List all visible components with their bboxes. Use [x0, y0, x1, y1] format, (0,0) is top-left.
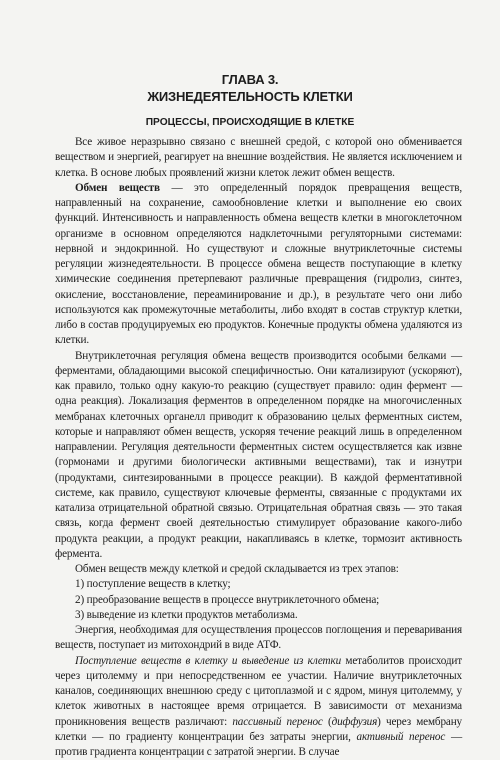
- term-active-transport: активный перенос: [357, 731, 446, 743]
- list-item: 2) преобразование веществ в процессе внутриклеточного обмена;: [55, 593, 462, 608]
- paragraph-4: Обмен веществ между клеткой и средой складывается из трех этапов:: [55, 562, 462, 577]
- paragraph-6: [55, 654, 462, 760]
- list-item: 1) поступление веществ в клетку;: [55, 577, 462, 592]
- term-diffusion: диффузия: [332, 716, 378, 728]
- stages-list: [55, 577, 462, 623]
- chapter-name: ЖИЗНЕДЕЯТЕЛЬНОСТЬ КЛЕТКИ: [0, 88, 500, 105]
- list-item: 3) выведение из клетки продуктов метаболизма.: [55, 608, 462, 623]
- body-text: [55, 135, 462, 760]
- term-metabolism: Обмен веществ: [75, 182, 160, 194]
- term-transport: Поступление веществ в клетку и выведение из клетки: [75, 655, 341, 667]
- paragraph-6-text-a: метаболитов происходит через цитолемму и при непосредственном ее участии. Наличие внутриклеточных каналов, соединяющих внешнюю среду с цитоплазмой и с ядром, минуя цитолемму, у клеток животных в настоящее время отрицается. В зависимости от механизма проникновения веществ различают:: [55, 655, 462, 728]
- term-passive-transport: пассивный перенос: [232, 716, 322, 728]
- paragraph-5: Энергия, необходимая для осуществления процессов поглощения и переваривания веществ, поступает из митохондрий в виде АТФ.: [55, 623, 462, 654]
- paragraph-6-text-b: (: [323, 716, 332, 728]
- paragraph-3: Внутриклеточная регуляция обмена веществ производится особыми белками — ферментами, обладающими высокой специфичностью. Они катализируют (ускоряют), как правило, только одну какую-то реакцию (существует правило: один фермент — одна реакция). Локализация ферментов в определенном порядке на многочисленных мембранах клеточных органелл приводит к образованию целых ферментных систем, которые и направляют обмен веществ, ускоряя течение реакций лишь в определенном направлении. Регуляция деятельности ферментных систем осуществляется как извне (гормонами и другими биологически активными веществами), так и изнутри (продуктами, синтезированными в процессе реакции). В каждой ферментативной системе, как правило, существуют ключевые ферменты, связанные с продуктами их катализа отрицательной обратной связью. Отрицательная обратная связь — это такая связь, когда фермент своей деятельностью стимулирует образование какого-либо продукта реакции, а продукт реакции, накапливаясь в клетке, тормозит активность фермента.: [55, 349, 462, 563]
- section-title: ПРОЦЕССЫ, ПРОИСХОДЯЩИЕ В КЛЕТКЕ: [0, 116, 500, 129]
- chapter-title: [0, 71, 500, 105]
- chapter-number: ГЛАВА 3.: [0, 71, 500, 88]
- paragraph-2-text: — это определенный порядок превращения веществ, направленный на сохранение, самообновление клетки и выполнение ею своих функций. Интенсивность и направленность обмена веществ клетки в многоклеточном организме в основном определяются надклеточными регуляторными системами: нервной и эндокринной. Но существуют и сложные внутриклеточные системы регуляции жизнедеятельности. В процессе обмена веществ поступающие в клетку химические соединения претерпевают различные превращения (гидролиз, синтез, окисление, восстановление, переаминирование и др.), в результате чего они либо используются как промежуточные метаболиты, либо входят в состав структур клетки, либо в состав продуцируемых ею продуктов. Конечные продукты обмена удаляются из клетки.: [55, 182, 462, 347]
- paragraph-1: Все живое неразрывно связано с внешней средой, с которой оно обменивается веществом и энергией, реагирует на внешние воздействия. Не является исключением и клетка. В основе любых проявлений жизни клеток лежит обмен веществ.: [55, 135, 462, 181]
- paragraph-6-text-c: ) через мембрану клетки — по градиенту концентрации без затраты энергии,: [55, 716, 462, 743]
- paragraph-6-text-d: — против градиента концентрации с затратой энергии. В случае: [55, 731, 462, 758]
- paragraph-2: [55, 181, 462, 349]
